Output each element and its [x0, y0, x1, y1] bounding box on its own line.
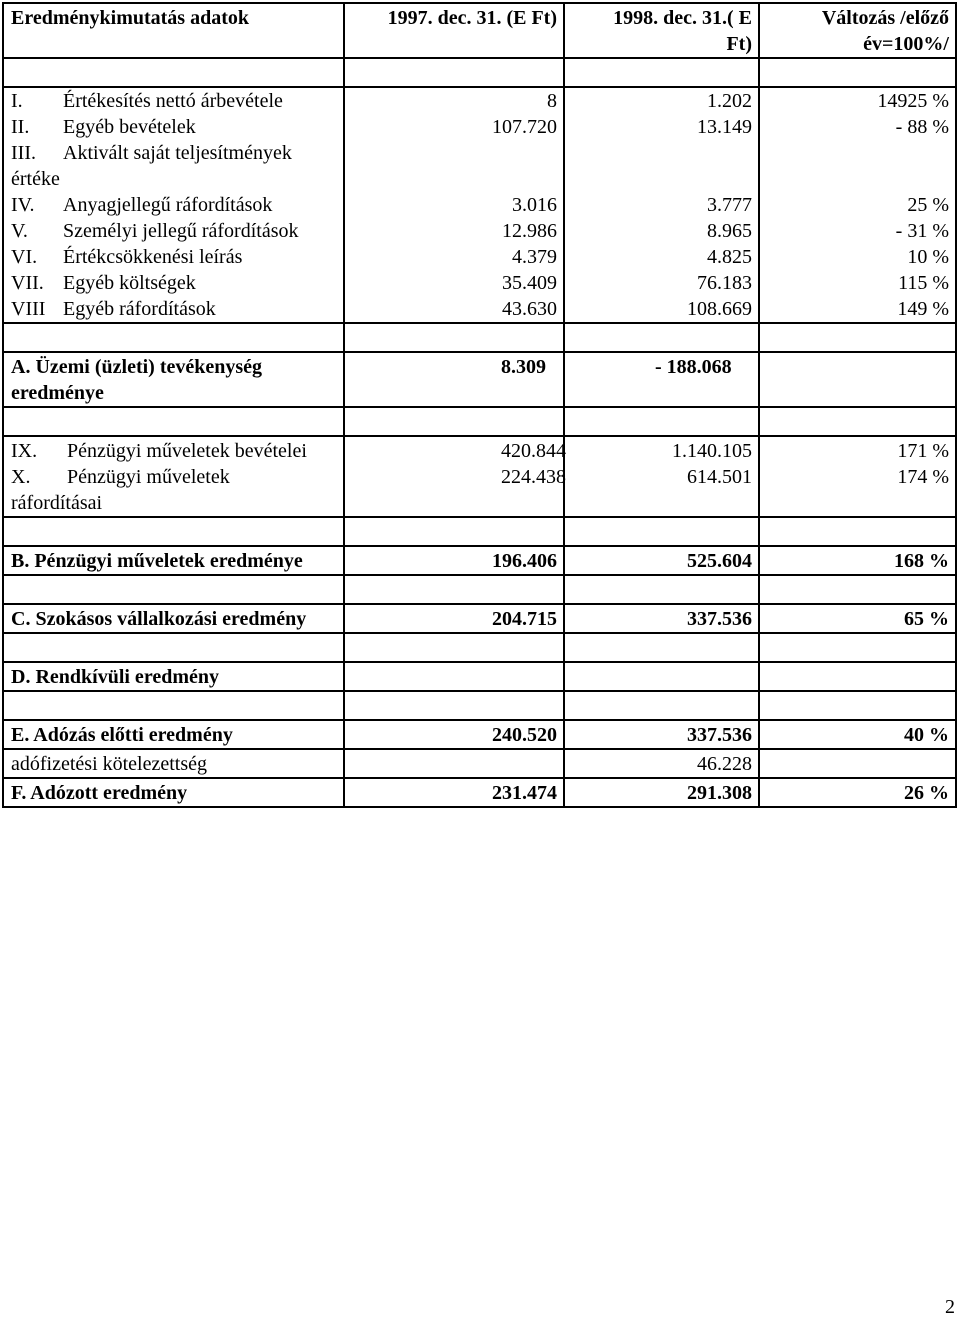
value-1998: 3.777	[564, 192, 759, 218]
value-change: 65 %	[759, 604, 956, 633]
header-col-change: Változás /előző év=100%/	[759, 3, 956, 58]
value-change: 168 %	[759, 546, 956, 575]
value-change: - 31 %	[759, 218, 956, 244]
spacer-row	[3, 407, 956, 436]
table-row	[3, 662, 956, 691]
table-row	[3, 546, 956, 575]
table-row	[3, 244, 956, 270]
value-1998: 46.228	[564, 749, 759, 778]
table-row	[3, 749, 956, 778]
value-1997: 8	[344, 87, 564, 114]
value-1998: 337.536	[564, 720, 759, 749]
value-1997: 107.720	[344, 114, 564, 140]
value-1997	[344, 140, 564, 192]
value-1998: - 188.068	[564, 352, 759, 407]
table-row	[3, 720, 956, 749]
table-row	[3, 352, 956, 407]
row-label: V. Személyi jellegű ráfordítások	[3, 218, 344, 244]
value-1998: 1.202	[564, 87, 759, 114]
value-change: 26 %	[759, 778, 956, 807]
table-row	[3, 87, 956, 114]
value-1997: 8.309	[344, 352, 564, 407]
spacer-row	[3, 58, 956, 87]
table-header-row	[3, 3, 956, 58]
header-col-label: Eredménykimutatás adatok	[3, 3, 344, 58]
row-label: A. Üzemi (üzleti) tevékenység eredménye	[3, 352, 344, 407]
spacer-row	[3, 575, 956, 604]
value-change: 115 %	[759, 270, 956, 296]
value-1997: 196.406	[344, 546, 564, 575]
table-row	[3, 296, 956, 323]
value-change: 149 %	[759, 296, 956, 323]
value-change: 25 %	[759, 192, 956, 218]
value-change	[759, 352, 956, 407]
table-row	[3, 464, 956, 517]
row-label: adófizetési kötelezettség	[3, 749, 344, 778]
value-change	[759, 749, 956, 778]
table-row	[3, 604, 956, 633]
value-1997: 231.474	[344, 778, 564, 807]
value-1997	[344, 662, 564, 691]
table-row	[3, 436, 956, 464]
row-label: VIII Egyéb ráfordítások	[3, 296, 344, 323]
value-1998: 108.669	[564, 296, 759, 323]
value-1998: 8.965	[564, 218, 759, 244]
value-change: 10 %	[759, 244, 956, 270]
table-row	[3, 140, 956, 192]
value-1997: 35.409	[344, 270, 564, 296]
row-label: X. Pénzügyi műveletek ráfordításai	[3, 464, 344, 517]
value-1998: 76.183	[564, 270, 759, 296]
value-1997: 12.986	[344, 218, 564, 244]
value-change: - 88 %	[759, 114, 956, 140]
value-1998: 13.149	[564, 114, 759, 140]
value-1997	[344, 749, 564, 778]
income-statement-table	[2, 2, 957, 808]
row-label: E. Adózás előtti eredmény	[3, 720, 344, 749]
table-row	[3, 114, 956, 140]
row-label: B. Pénzügyi műveletek eredménye	[3, 546, 344, 575]
row-label: F. Adózott eredmény	[3, 778, 344, 807]
spacer-row	[3, 517, 956, 546]
row-label: III. Aktivált saját teljesítmények értéke	[3, 140, 344, 192]
value-1998	[564, 662, 759, 691]
value-1998: 614.501	[564, 464, 759, 517]
row-label: II. Egyéb bevételek	[3, 114, 344, 140]
row-label: IV. Anyagjellegű ráfordítások	[3, 192, 344, 218]
row-label: VII. Egyéb költségek	[3, 270, 344, 296]
value-change: 14925 %	[759, 87, 956, 114]
value-1997: 224.438	[344, 464, 564, 517]
value-change	[759, 662, 956, 691]
value-1997: 240.520	[344, 720, 564, 749]
value-1998: 4.825	[564, 244, 759, 270]
header-col-1998: 1998. dec. 31.( E Ft)	[564, 3, 759, 58]
table-row	[3, 270, 956, 296]
value-1997: 420.844	[344, 436, 564, 464]
value-1998: 337.536	[564, 604, 759, 633]
value-1997: 3.016	[344, 192, 564, 218]
value-1997: 4.379	[344, 244, 564, 270]
spacer-row	[3, 691, 956, 720]
table-row	[3, 192, 956, 218]
spacer-row	[3, 633, 956, 662]
row-label: VI. Értékcsökkenési leírás	[3, 244, 344, 270]
header-col-1997: 1997. dec. 31. (E Ft)	[344, 3, 564, 58]
spacer-row	[3, 323, 956, 352]
table-row	[3, 778, 956, 807]
row-label: I. Értékesítés nettó árbevétele	[3, 87, 344, 114]
page-number: 2	[945, 1296, 955, 1318]
row-label: C. Szokásos vállalkozási eredmény	[3, 604, 344, 633]
value-change: 174 %	[759, 464, 956, 517]
value-1998	[564, 140, 759, 192]
value-1997: 43.630	[344, 296, 564, 323]
value-change: 40 %	[759, 720, 956, 749]
row-label: IX. Pénzügyi műveletek bevételei	[3, 436, 344, 464]
value-change	[759, 140, 956, 192]
value-change: 171 %	[759, 436, 956, 464]
value-1997: 204.715	[344, 604, 564, 633]
value-1998: 291.308	[564, 778, 759, 807]
value-1998: 1.140.105	[564, 436, 759, 464]
row-label: D. Rendkívüli eredmény	[3, 662, 344, 691]
value-1998: 525.604	[564, 546, 759, 575]
table-row	[3, 218, 956, 244]
